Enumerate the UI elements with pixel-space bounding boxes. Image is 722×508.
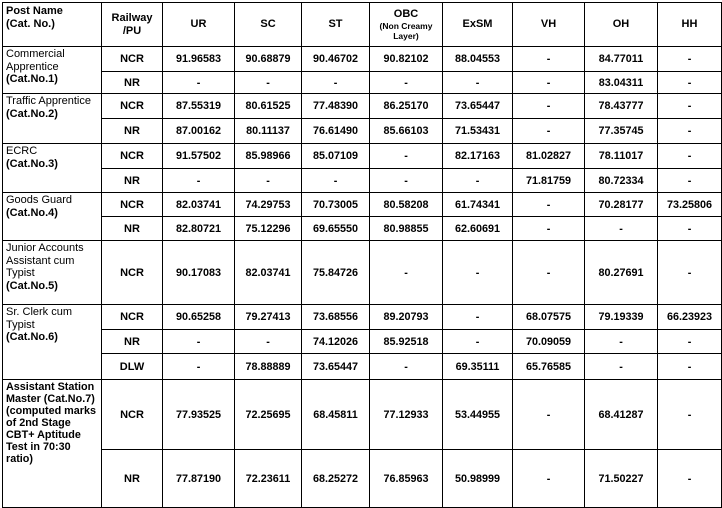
header-sc: SC <box>235 3 302 47</box>
value-cell: 53.44955 <box>443 380 513 450</box>
value-cell: 80.72334 <box>585 169 658 193</box>
value-cell: - <box>585 217 658 241</box>
value-cell: - <box>658 169 722 193</box>
value-cell: 69.65550 <box>302 217 370 241</box>
value-cell: - <box>370 354 443 380</box>
value-cell: 62.60691 <box>443 217 513 241</box>
railway-cell: NCR <box>102 380 163 450</box>
value-cell: 85.66103 <box>370 119 443 144</box>
value-cell: 61.74341 <box>443 193 513 217</box>
post-cat-no: (Cat.No.5) <box>6 279 58 292</box>
value-cell: 83.04311 <box>585 72 658 94</box>
railway-cell: NCR <box>102 144 163 169</box>
value-cell: 80.98855 <box>370 217 443 241</box>
value-cell: 68.07575 <box>513 305 585 330</box>
railway-cell: NCR <box>102 241 163 305</box>
value-cell: 69.35111 <box>443 354 513 380</box>
header-vh: VH <box>513 3 585 47</box>
table-row <box>3 47 722 72</box>
value-cell: 71.53431 <box>443 119 513 144</box>
railway-cell: NR <box>102 450 163 508</box>
value-cell: - <box>513 193 585 217</box>
value-cell: - <box>513 47 585 72</box>
value-cell: - <box>235 169 302 193</box>
table-row <box>3 169 722 193</box>
value-cell: 50.98999 <box>443 450 513 508</box>
value-cell: 80.11137 <box>235 119 302 144</box>
value-cell: - <box>513 241 585 305</box>
value-cell: 85.92518 <box>370 330 443 354</box>
value-cell: 73.65447 <box>302 354 370 380</box>
value-cell: 78.43777 <box>585 94 658 119</box>
post-name: Traffic Apprentice <box>6 95 91 107</box>
value-cell: 74.12026 <box>302 330 370 354</box>
value-cell: - <box>513 94 585 119</box>
value-cell: 82.80721 <box>163 217 235 241</box>
value-cell: 76.61490 <box>302 119 370 144</box>
value-cell: 68.25272 <box>302 450 370 508</box>
post-name: Goods Guard <box>6 194 73 206</box>
value-cell: - <box>658 380 722 450</box>
railway-cell: NCR <box>102 193 163 217</box>
table-row <box>3 354 722 380</box>
post-name-cell <box>3 305 102 380</box>
railway-cell: NCR <box>102 305 163 330</box>
table-row <box>3 217 722 241</box>
value-cell: - <box>513 217 585 241</box>
value-cell: 78.11017 <box>585 144 658 169</box>
table-row <box>3 144 722 169</box>
post-name-cell <box>3 144 102 193</box>
value-cell: 77.35745 <box>585 119 658 144</box>
post-cat-no: (Cat.No.6) <box>6 331 58 343</box>
header-oh: OH <box>585 3 658 47</box>
value-cell: 77.12933 <box>370 380 443 450</box>
value-cell: - <box>658 119 722 144</box>
value-cell: - <box>443 330 513 354</box>
value-cell: - <box>658 94 722 119</box>
value-cell: 89.20793 <box>370 305 443 330</box>
value-cell: 90.82102 <box>370 47 443 72</box>
value-cell: - <box>302 72 370 94</box>
value-cell: 91.96583 <box>163 47 235 72</box>
value-cell: - <box>513 450 585 508</box>
value-cell: - <box>658 450 722 508</box>
value-cell: - <box>658 241 722 305</box>
railway-cell: NR <box>102 119 163 144</box>
value-cell: 81.02827 <box>513 144 585 169</box>
post-cat-no: (Cat.No.1) <box>6 73 58 85</box>
railway-cell: DLW <box>102 354 163 380</box>
post-name-cell <box>3 380 102 508</box>
value-cell: 80.27691 <box>585 241 658 305</box>
value-cell: 79.27413 <box>235 305 302 330</box>
value-cell: - <box>370 241 443 305</box>
value-cell: - <box>658 354 722 380</box>
value-cell: 77.48390 <box>302 94 370 119</box>
value-cell: 90.68879 <box>235 47 302 72</box>
value-cell: 72.23611 <box>235 450 302 508</box>
railway-cell: NR <box>102 169 163 193</box>
header-row <box>3 3 722 47</box>
value-cell: - <box>443 241 513 305</box>
value-cell: 90.17083 <box>163 241 235 305</box>
value-cell: 78.88889 <box>235 354 302 380</box>
value-cell: - <box>585 354 658 380</box>
value-cell: 68.41287 <box>585 380 658 450</box>
value-cell: 73.25806 <box>658 193 722 217</box>
post-name: Commercial Apprentice <box>6 48 65 73</box>
header-st: ST <box>302 3 370 47</box>
value-cell: 76.85963 <box>370 450 443 508</box>
header-ur: UR <box>163 3 235 47</box>
value-cell: - <box>235 72 302 94</box>
header-hh: HH <box>658 3 722 47</box>
post-name: Sr. Clerk cum Typist <box>6 306 73 331</box>
value-cell: - <box>658 47 722 72</box>
table-row <box>3 305 722 330</box>
railway-cell: NR <box>102 72 163 94</box>
value-cell: 85.07109 <box>302 144 370 169</box>
table-row <box>3 380 722 450</box>
value-cell: 86.25170 <box>370 94 443 119</box>
value-cell: - <box>370 169 443 193</box>
value-cell: 79.19339 <box>585 305 658 330</box>
value-cell: - <box>443 72 513 94</box>
value-cell: 77.93525 <box>163 380 235 450</box>
value-cell: - <box>513 380 585 450</box>
value-cell: 90.65258 <box>163 305 235 330</box>
cutoff-marks-table <box>2 2 722 508</box>
value-cell: 70.28177 <box>585 193 658 217</box>
value-cell: 66.23923 <box>658 305 722 330</box>
railway-cell: NCR <box>102 47 163 72</box>
table-row <box>3 241 722 305</box>
value-cell: 88.04553 <box>443 47 513 72</box>
value-cell: - <box>658 217 722 241</box>
table-row <box>3 450 722 508</box>
value-cell: 87.00162 <box>163 119 235 144</box>
post-name-cell <box>3 47 102 94</box>
value-cell: - <box>658 144 722 169</box>
value-cell: 73.68556 <box>302 305 370 330</box>
value-cell: 82.03741 <box>235 241 302 305</box>
value-cell: 82.17163 <box>443 144 513 169</box>
value-cell: 80.58208 <box>370 193 443 217</box>
value-cell: 77.87190 <box>163 450 235 508</box>
value-cell: 73.65447 <box>443 94 513 119</box>
post-name-cell <box>3 193 102 241</box>
value-cell: 80.61525 <box>235 94 302 119</box>
value-cell: 74.29753 <box>235 193 302 217</box>
railway-cell: NR <box>102 217 163 241</box>
value-cell: 70.73005 <box>302 193 370 217</box>
value-cell: 65.76585 <box>513 354 585 380</box>
value-cell: - <box>370 72 443 94</box>
value-cell: 90.46702 <box>302 47 370 72</box>
value-cell: - <box>443 169 513 193</box>
post-cat-no: (Cat.No.3) <box>6 157 58 170</box>
value-cell: - <box>658 72 722 94</box>
table-row <box>3 72 722 94</box>
post-cat-no: (Cat.No.4) <box>6 206 58 219</box>
value-cell: - <box>370 144 443 169</box>
value-cell: 71.50227 <box>585 450 658 508</box>
table-row <box>3 94 722 119</box>
value-cell: 85.98966 <box>235 144 302 169</box>
value-cell: 84.77011 <box>585 47 658 72</box>
value-cell: - <box>658 330 722 354</box>
value-cell: - <box>513 72 585 94</box>
header-obc: OBC (Non Creamy Layer) <box>370 3 443 47</box>
post-name: Assistant Station Master (Cat.No.7) (computed marks of 2nd Stage CBT+ Aptitude Test in 70:30 ratio) <box>6 381 96 465</box>
header-railway: Railway /PU <box>102 3 163 47</box>
value-cell: 87.55319 <box>163 94 235 119</box>
post-name-cell <box>3 94 102 144</box>
value-cell: 75.12296 <box>235 217 302 241</box>
table-row <box>3 119 722 144</box>
value-cell: - <box>513 119 585 144</box>
value-cell: 75.84726 <box>302 241 370 305</box>
post-cat-no: (Cat.No.2) <box>6 107 58 120</box>
value-cell: 70.09059 <box>513 330 585 354</box>
value-cell: 71.81759 <box>513 169 585 193</box>
table-row <box>3 330 722 354</box>
railway-cell: NR <box>102 330 163 354</box>
post-name: ECRC <box>6 145 38 157</box>
value-cell: - <box>302 169 370 193</box>
table-body <box>3 47 722 508</box>
railway-cell: NCR <box>102 94 163 119</box>
table-row <box>3 193 722 217</box>
value-cell: 68.45811 <box>302 380 370 450</box>
value-cell: - <box>163 330 235 354</box>
value-cell: - <box>163 72 235 94</box>
value-cell: - <box>443 305 513 330</box>
value-cell: - <box>163 169 235 193</box>
header-exsm: ExSM <box>443 3 513 47</box>
value-cell: - <box>235 330 302 354</box>
value-cell: - <box>585 330 658 354</box>
value-cell: 91.57502 <box>163 144 235 169</box>
value-cell: 82.03741 <box>163 193 235 217</box>
post-name-cell <box>3 241 102 305</box>
value-cell: - <box>163 354 235 380</box>
post-name: Junior Accounts Assistant cum Typist <box>6 242 84 279</box>
value-cell: 72.25695 <box>235 380 302 450</box>
header-post-name: Post Name (Cat. No.) <box>3 3 102 47</box>
